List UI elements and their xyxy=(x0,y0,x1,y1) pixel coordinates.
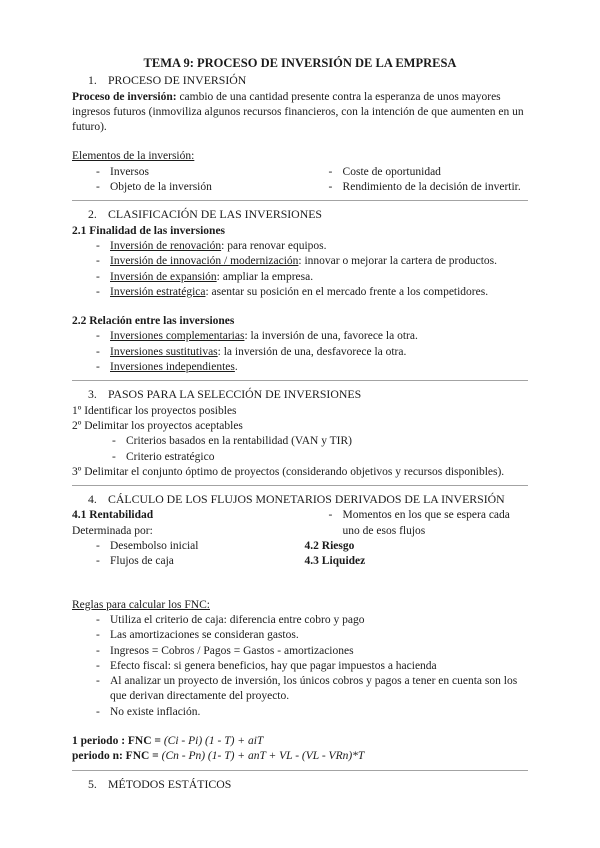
subsection-heading: 2.1 Finalidad de las inversiones xyxy=(72,224,226,237)
text-run: 2º Delimitar los proyectos aceptables xyxy=(72,419,243,432)
section-number: 4. xyxy=(88,492,97,507)
section-heading-text: CLASIFICACIÓN DE LAS INVERSIONES xyxy=(108,207,322,222)
list-item xyxy=(72,434,528,449)
bullet-list xyxy=(305,508,528,539)
list-item xyxy=(72,554,305,569)
bullet-marker: - xyxy=(112,435,116,448)
section-heading-text: PASOS PARA LA SELECCIÓN DE INVERSIONES xyxy=(108,387,362,402)
text-run: Determinada por: xyxy=(72,524,153,537)
text-run: : para renovar equipos. xyxy=(221,239,327,252)
bullet-marker: - xyxy=(96,270,100,283)
list-item-text xyxy=(110,166,149,178)
spacer xyxy=(72,135,528,149)
section-heading xyxy=(72,207,528,222)
bullet-marker: - xyxy=(328,509,333,522)
list-item-text xyxy=(110,645,354,657)
bullet-marker: - xyxy=(96,165,100,178)
list-item xyxy=(305,508,528,539)
text-run: Inversión estratégica xyxy=(110,285,206,298)
bullet-marker: - xyxy=(96,675,100,688)
list-item-text xyxy=(343,181,521,193)
bullet-marker: - xyxy=(96,613,100,626)
list-item xyxy=(305,165,528,180)
text-run: Coste de oportunidad xyxy=(342,165,441,178)
bullet-marker: - xyxy=(96,239,100,252)
bullet-marker: - xyxy=(96,644,100,657)
list-item-text xyxy=(110,346,406,358)
right-column xyxy=(305,165,528,196)
list-item xyxy=(72,254,528,269)
paragraph xyxy=(72,149,528,164)
spacer xyxy=(72,720,528,734)
two-column-row xyxy=(72,508,528,569)
list-item-text xyxy=(110,675,517,702)
list-item xyxy=(72,165,305,180)
section-number: 2. xyxy=(88,207,97,222)
text-run: . xyxy=(234,361,238,374)
bullet-marker: - xyxy=(96,629,100,642)
text-run: Inversiones complementarias xyxy=(110,330,245,343)
text-run: Momentos en los que se espera cada uno de esos flujos xyxy=(342,509,510,537)
text-run: Rendimiento de la decisión de invertir. xyxy=(342,181,521,194)
section-number: 5. xyxy=(88,776,97,791)
text-run: : la inversión de una, desfavorece la otra. xyxy=(217,345,407,358)
list-item-text xyxy=(110,255,497,267)
paragraph xyxy=(72,404,528,419)
text-run: Inversión de expansión xyxy=(110,270,217,283)
text-run: Las amortizaciones se consideran gastos. xyxy=(110,629,299,642)
text-run: : innovar o mejorar la cartera de productos. xyxy=(298,255,498,268)
text-run: Inversos xyxy=(110,165,149,178)
list-item xyxy=(72,270,528,285)
text-run: Inversiones independientes xyxy=(110,361,235,374)
text-run: Inversión de renovación xyxy=(110,239,222,252)
paragraph xyxy=(72,734,528,749)
bullet-marker: - xyxy=(96,555,100,568)
list-item xyxy=(72,659,528,674)
list-item xyxy=(72,239,528,254)
list-item-text xyxy=(110,361,238,373)
bullet-marker: - xyxy=(96,181,100,194)
list-item-text xyxy=(110,286,488,298)
list-item xyxy=(72,539,305,554)
paragraph xyxy=(72,90,528,136)
section-number: 3. xyxy=(88,387,97,402)
list-item xyxy=(72,329,528,344)
subsection-heading: 4.3 Liquidez xyxy=(304,555,366,568)
list-item xyxy=(72,705,528,720)
text-run: Proceso de inversión: xyxy=(72,90,177,103)
spacer xyxy=(72,300,528,314)
text-run: : ampliar la empresa. xyxy=(216,270,314,283)
list-item-text xyxy=(126,435,352,447)
text-run: Criterio estratégico xyxy=(126,450,215,463)
subsection-heading: 2.2 Relación entre las inversiones xyxy=(72,315,235,328)
bullet-marker: - xyxy=(96,705,100,718)
bullet-list xyxy=(72,239,528,300)
list-item xyxy=(72,613,528,628)
list-item-text xyxy=(343,509,510,536)
two-column-row xyxy=(72,165,528,196)
text-run: Efecto fiscal: si genera beneficios, hay que pagar impuestos a hacienda xyxy=(110,659,437,672)
text-run: (Ci - Pi) (1 - T) + aiT xyxy=(163,734,264,747)
text-run: Flujos de caja xyxy=(110,555,174,568)
bullet-list xyxy=(72,165,305,196)
list-item-text xyxy=(110,706,200,718)
text-run: : asentar su posición en el mercado frente a los competidores. xyxy=(205,285,489,298)
bullet-marker: - xyxy=(112,450,116,463)
list-item-text xyxy=(110,629,299,641)
document-title xyxy=(72,56,528,71)
list-item xyxy=(305,180,528,195)
text-run: Ingresos = Cobros / Pagos = Gastos - amortizaciones xyxy=(110,644,354,657)
list-item-text xyxy=(110,540,198,552)
text-run: Inversiones sustitutivas xyxy=(110,345,218,358)
list-item-text xyxy=(110,555,174,567)
list-item xyxy=(72,285,528,300)
section-heading-text: CÁLCULO DE LOS FLUJOS MONETARIOS DERIVADOS DE LA INVERSIÓN xyxy=(108,492,505,507)
text-run: Reglas para calcular los FNC: xyxy=(72,598,210,611)
bullet-list xyxy=(72,613,528,720)
spacer xyxy=(72,570,528,584)
text-run: Utiliza el criterio de caja: diferencia entre cobro y pago xyxy=(110,613,365,626)
right-column xyxy=(305,508,528,569)
list-item-text xyxy=(110,660,437,672)
text-run: 3º Delimitar el conjunto óptimo de proyectos (considerando objetivos y recursos disponibles). xyxy=(72,465,505,478)
subsection-heading: 4.2 Riesgo xyxy=(304,540,355,553)
list-item-text xyxy=(110,330,418,342)
divider xyxy=(72,770,528,771)
left-column xyxy=(72,165,305,196)
subsection-heading: 4.1 Rentabilidad xyxy=(72,509,154,522)
text-run: : la inversión de una, favorece la otra. xyxy=(244,330,418,343)
list-item-text xyxy=(110,240,327,252)
spacer xyxy=(72,584,528,598)
paragraph xyxy=(72,749,528,764)
paragraph xyxy=(72,524,305,539)
section-heading-text: PROCESO DE INVERSIÓN xyxy=(108,73,247,88)
list-item xyxy=(72,360,528,375)
paragraph xyxy=(72,419,528,434)
text-run: 1 periodo : FNC = xyxy=(72,734,164,747)
bullet-marker: - xyxy=(328,181,333,194)
text-run: Desembolso inicial xyxy=(110,540,199,553)
divider xyxy=(72,200,528,201)
paragraph xyxy=(72,598,528,613)
list-item-text xyxy=(110,614,364,626)
bullet-marker: - xyxy=(96,285,100,298)
text-run: Criterios basados en la rentabilidad (VAN y TIR) xyxy=(126,435,353,448)
bullet-marker: - xyxy=(96,361,100,374)
bullet-list xyxy=(72,434,528,465)
list-item-text xyxy=(110,181,212,193)
section-heading xyxy=(72,777,528,792)
list-item xyxy=(72,180,305,195)
text-run: TEMA 9: PROCESO DE INVERSIÓN DE LA EMPRESA xyxy=(143,56,457,70)
bullet-list xyxy=(305,165,528,196)
section-heading-text: MÉTODOS ESTÁTICOS xyxy=(108,776,232,791)
bullet-marker: - xyxy=(96,330,100,343)
list-item xyxy=(72,450,528,465)
bullet-list xyxy=(72,539,305,570)
section-number: 1. xyxy=(88,73,97,88)
bullet-list xyxy=(72,329,528,375)
text-run: Inversión de innovación / modernización xyxy=(110,255,299,268)
bullet-marker: - xyxy=(96,345,100,358)
divider xyxy=(72,485,528,486)
text-run: (Cn - Pn) (1- T) + anT + VL - (VL - VRn)*T xyxy=(161,750,365,763)
text-run: Al analizar un proyecto de inversión, los únicos cobros y pagos a tener en cuenta son los que derivan directamente del proyecto. xyxy=(110,675,518,703)
list-item-text xyxy=(343,166,441,178)
list-item-text xyxy=(110,271,313,283)
left-column xyxy=(72,508,305,569)
list-item xyxy=(72,345,528,360)
bullet-marker: - xyxy=(328,165,333,178)
text-run: cambio de una cantidad presente contra la esperanza de unos mayores ingresos futuros (inmoviliza algunos recursos financieros, con la intención de que aumenten en un futuro). xyxy=(72,90,524,134)
bullet-marker: - xyxy=(96,540,100,553)
list-item-text xyxy=(126,451,214,463)
paragraph xyxy=(72,465,528,480)
section-heading xyxy=(72,387,528,402)
text-run: Elementos de la inversión: xyxy=(72,150,195,163)
list-item xyxy=(72,644,528,659)
bullet-marker: - xyxy=(96,255,100,268)
text-run: Objeto de la inversión xyxy=(110,181,212,194)
text-run: periodo n: FNC = xyxy=(72,750,162,763)
list-item xyxy=(72,674,528,705)
list-item xyxy=(72,628,528,643)
bullet-marker: - xyxy=(96,659,100,672)
section-heading xyxy=(72,492,528,507)
section-heading xyxy=(72,73,528,88)
divider xyxy=(72,380,528,381)
text-run: 1º Identificar los proyectos posibles xyxy=(72,404,237,417)
text-run: No existe inflación. xyxy=(110,705,201,718)
